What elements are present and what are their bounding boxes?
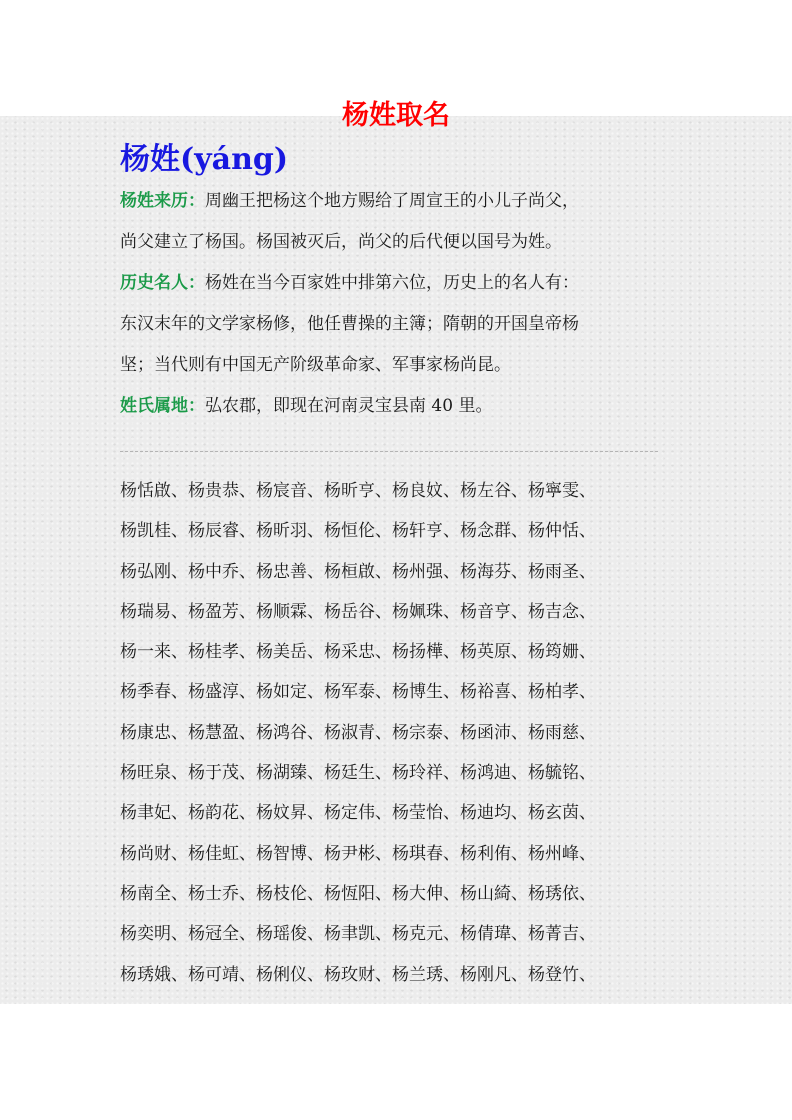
name-row: 杨瑞易、杨盈芳、杨顺霖、杨岳谷、杨姵珠、杨音亨、杨吉念、 xyxy=(120,601,596,622)
name-row: 杨奕明、杨冠全、杨瑶俊、杨聿凯、杨克元、杨倩瑋、杨菁吉、 xyxy=(120,924,596,945)
info-line xyxy=(120,348,680,389)
name-row: 杨弘刚、杨中乔、杨忠善、杨桓啟、杨州强、杨海芬、杨雨圣、 xyxy=(120,561,596,582)
name-list xyxy=(120,474,680,998)
name-row: 杨尚财、杨佳虹、杨智博、杨尹彬、杨琪春、杨利侑、杨州峰、 xyxy=(120,843,596,864)
name-row: 杨恬啟、杨贵恭、杨宸音、杨昕亨、杨良妏、杨左谷、杨寧雯、 xyxy=(120,481,596,501)
info-label: 姓氏属地： xyxy=(120,396,205,416)
info-label: 历史名人： xyxy=(120,273,205,293)
info-line xyxy=(120,225,680,266)
info-line xyxy=(120,266,680,307)
surname-info xyxy=(120,184,680,430)
name-row: 杨康忠、杨慧盈、杨鸿谷、杨淑青、杨宗泰、杨函沛、杨雨慈、 xyxy=(120,722,596,743)
name-row: 杨聿妃、杨韵花、杨妏昇、杨定伟、杨莹怡、杨迪均、杨玄茵、 xyxy=(120,803,596,824)
name-row: 杨琇娥、杨可靖、杨俐仪、杨玫财、杨兰琇、杨刚凡、杨登竹、 xyxy=(120,964,596,985)
name-row: 杨季春、杨盛淳、杨如定、杨军泰、杨博生、杨裕喜、杨柏孝、 xyxy=(120,682,596,703)
info-label: 杨姓来历： xyxy=(120,191,205,211)
info-text: 弘农郡，即现在河南灵宝县南 40 里。 xyxy=(205,396,493,416)
info-line xyxy=(120,389,680,430)
document-title: 杨姓取名 xyxy=(342,100,450,131)
name-row: 杨南全、杨士乔、杨枝伦、杨恆阳、杨大伸、杨山綺、杨琇依、 xyxy=(120,883,596,904)
info-text: 尚父建立了杨国。杨国被灭后，尚父的后代便以国号为姓。 xyxy=(120,232,562,252)
info-text: 坚；当代则有中国无产阶级革命家、军事家杨尚昆。 xyxy=(120,355,511,375)
name-row: 杨凯桂、杨辰睿、杨昕羽、杨恒伦、杨轩亨、杨念群、杨仲恬、 xyxy=(120,521,596,542)
info-line xyxy=(120,184,680,225)
info-line xyxy=(120,307,680,348)
name-row: 杨旺泉、杨于茂、杨湖臻、杨廷生、杨玲祥、杨鸿迪、杨毓铭、 xyxy=(120,763,596,784)
info-text: 周幽王把杨这个地方赐给了周宣王的小儿子尚父， xyxy=(205,191,579,211)
info-text: 东汉末年的文学家杨修，他任曹操的主簿；隋朝的开国皇帝杨 xyxy=(120,314,579,334)
info-text: 杨姓在当今百家姓中排第六位，历史上的名人有： xyxy=(205,273,579,293)
dashed-divider xyxy=(120,451,658,452)
surname-heading: 杨姓(yáng) xyxy=(120,142,289,177)
name-row: 杨一来、杨桂孝、杨美岳、杨采忠、杨扬樺、杨英原、杨筠姗、 xyxy=(120,642,596,663)
